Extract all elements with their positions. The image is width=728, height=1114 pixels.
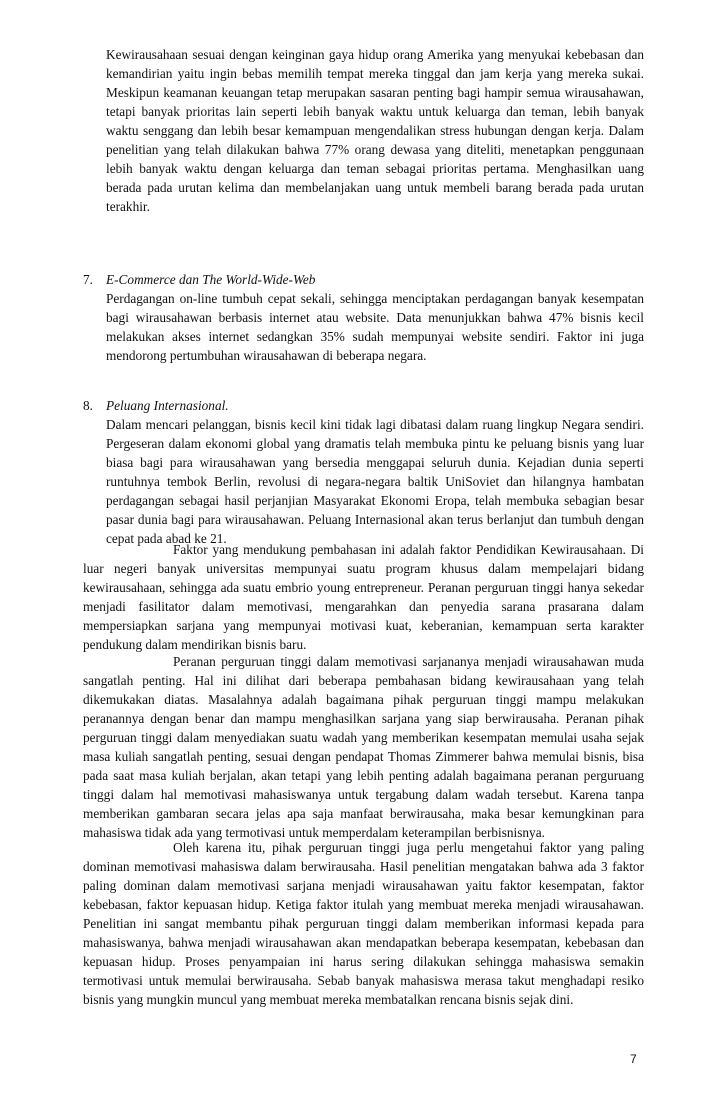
list-item-body: Perdagangan on-line tumbuh cepat sekali, sehingga menciptakan perdagangan banyak kesempatan bagi wirausahawan berbasis internet atau website. Data menunjukkan bahwa 47% bisnis kecil melakukan akses internet sedangkan 35% sudah mempunyai website sendiri. Faktor ini juga mendorong pertumbuhan wirausahawan di beberapa negara. xyxy=(106,291,644,363)
paragraph-peranan: Peranan perguruan tinggi dalam memotivasi sarjananya menjadi wirausahawan muda sangatlah penting. Hal ini dilihat dari beberapa pembahasan bidang kewirausahaan yang telah dikemukakan diatas. Masalahnya adalah bagaimana pihak perguruan tinggi mampu melakukan peranannya dengan benar dan mampu menghasilkan sarjana yang siap berwirausaha. Peranan pihak perguruan tinggi dalam menyediakan suatu wadah yang memberikan kesempatan memulai usaha sejak masa kuliah sangatlah penting, sesuai dengan pendapat Thomas Zimmerer bahwa memulai bisnis, bisa pada saat masa kuliah berjalan, akan tetapi yang lebih penting adalah bagaimana peranan perguruang tinggi dalam hal memotivasi mahasiswanya untuk tergabung dalam wadah tersebut. Karena tanpa memberikan gambaran secara jelas apa saja manfaat berwirausaha, maka besar kemungkinan para mahasiswa tidak ada yang termotivasi untuk memperdalam keterampilan berbisnisnya. xyxy=(83,654,644,840)
intro-paragraph: Kewirausahaan sesuai dengan keinginan gaya hidup orang Amerika yang menyukai kebebasan dan kemandirian yaitu ingin bebas memilih tempat mereka tinggal dan jam kerja yang mereka sukai. Meskipun keamanan keuangan tetap merupakan sasaran penting bagi hampir semua wirausahawan, tetapi banyak prioritas lain seperti lebih banyak waktu untuk keluarga dan teman, lebih banyak waktu senggang dan lebih besar kemampuan mengendalikan stress hubungan dengan kerja. Dalam penelitian yang telah dilakukan bahwa 77% orang dewasa yang diteliti, menetapkan penggunaan lebih banyak waktu dengan keluarga dan teman sebagai prioritas pertama. Menghasilkan uang berada pada urutan kelima dan membelanjakan uang untuk membeli barang berada pada urutan terakhir. xyxy=(106,47,644,214)
paragraph-pendidikan: Faktor yang mendukung pembahasan ini adalah faktor Pendidikan Kewirausahaan. Di luar negeri banyak universitas mempunyai suatu program khusus dalam mempelajari bidang kewirausahaan, sehingga ada suatu embrio young entrepreneur. Peranan perguruan tinggi hanya sekedar menjadi fasilitator dalam memotivasi, mengarahkan dan penyedia sarana prasarana dalam mempersiapkan sarjana yang mempunyai motivasi kuat, keberanian, kemampuan serta karakter pendukung dalam mendirikan bisnis baru. xyxy=(83,542,644,652)
list-item-title: E-Commerce dan The World-Wide-Web xyxy=(106,272,316,287)
paragraph-faktor: Oleh karena itu, pihak perguruan tinggi juga perlu mengetahui faktor yang paling dominan memotivasi mahasiswa dalam berwirausaha. Hasil penelitian mengatakan bahwa ada 3 faktor paling dominan dalam memotivasi sarjana menjadi wirausahawan yaitu faktor kesempatan, faktor kebebasan, faktor kepuasan hidup. Ketiga faktor itulah yang membuat mereka menjadi wirausahawan. Penelitian ini sangat membantu pihak perguruan tinggi dalam memberikan informasi kepada para mahasiswanya, bahwa menjadi wirausahawan akan mendapatkan beberapa kesempatan, kebebasan dan kepuasan hidup. Proses penyampaian ini harus sering dilakukan sehingga mahasiswa semakin termotivasi untuk memulai berwirausaha. Sebab banyak mahasiswa merasa takut menghadapi resiko bisnis yang mungkin muncul yang membuat mereka membatalkan rencana bisnis sejak dini. xyxy=(83,840,644,1007)
list-item-body: Dalam mencari pelanggan, bisnis kecil kini tidak lagi dibatasi dalam ruang lingkup Negara sendiri. Pergeseran dalam ekonomi global yang dramatis telah membuka pintu ke peluang bisnis yang luar biasa bagi para wirausahawan yang bersedia menggapai seluruh dunia. Kejadian dunia seperti runtuhnya tembok Berlin, revolusi di negara-negara baltik UniSoviet dan hilangnya hambatan perdagangan sebagai hasil perjanjian Masyarakat Ekonomi Eropa, telah membuka sebagian besar pasar dunia bagi para wirausahawan. Peluang Internasional akan terus berlanjut dan tumbuh dengan cepat pada abad ke 21. xyxy=(106,417,644,546)
list-item-number: 7. xyxy=(83,272,93,287)
list-item-number: 8. xyxy=(83,398,93,413)
list-item-title: Peluang Internasional. xyxy=(106,398,229,413)
page-number: 7 xyxy=(630,1052,637,1066)
